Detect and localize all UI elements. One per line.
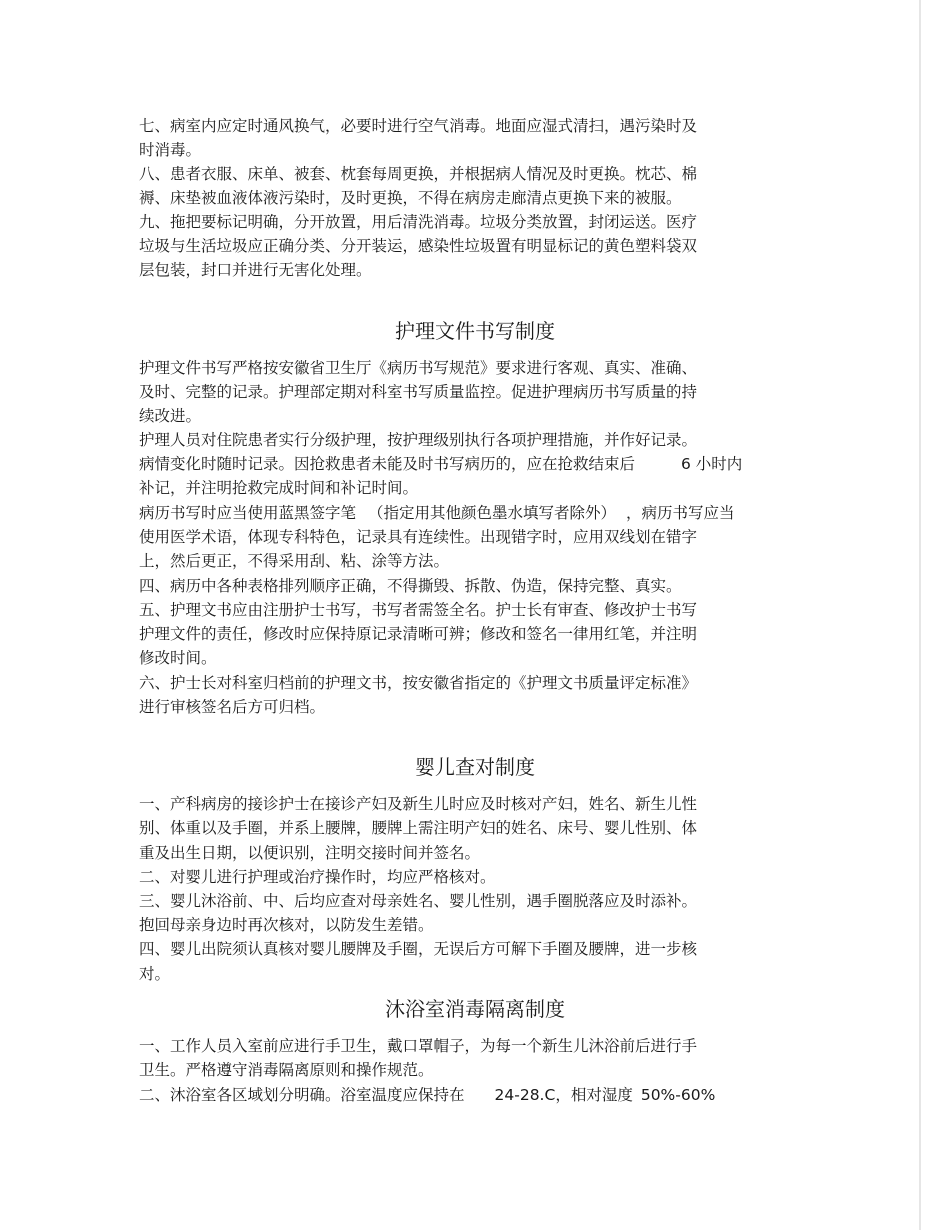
paragraph-line: 卫生。严格遵守消毒隔离原则和操作规范。 <box>139 1061 434 1079</box>
paragraph-line: 护理人员对住院患者实行分级护理，按护理级别执行各项护理措施，并作好记录。 <box>139 431 698 449</box>
paragraph-text: 6 小时内 <box>681 455 743 473</box>
paragraph-line: 时消毒。 <box>139 141 202 159</box>
paragraph-text: （指定用其他颜色墨水填写者除外） <box>368 504 617 522</box>
paragraph-line <box>139 503 735 523</box>
paragraph-line: 护理文件的责任，修改时应保持原记录清晰可辨；修改和签名一律用红笔，并注明 <box>139 625 698 643</box>
paragraph-line: 七、病室内应定时通风换气，必要时进行空气消毒。地面应湿式清扫，遇污染时及 <box>139 117 698 135</box>
paragraph-line: 续改进。 <box>139 407 202 425</box>
paragraph-line: 重及出生日期，以便识别，注明交接时间并签名。 <box>139 844 481 862</box>
paragraph-line: 垃圾与生活垃圾应正确分类、分开装运，感染性垃圾置有明显标记的黄色塑料袋双 <box>139 237 698 255</box>
section-title-infant: 婴儿查对制度 <box>415 755 535 779</box>
paragraph-line: 抱回母亲身边时再次核对，以防发生差错。 <box>139 916 434 934</box>
paragraph-line: 三、婴儿沐浴前、中、后均应查对母亲姓名、婴儿性别，遇手圈脱落应及时添补。 <box>139 892 698 910</box>
paragraph-line: 上，然后更正，不得采用刮、粘、涂等方法。 <box>139 552 450 570</box>
paragraph-line: 一、工作人员入室前应进行手卫生，戴口罩帽子，为每一个新生儿沐浴前后进行手 <box>139 1037 698 1055</box>
paragraph-line: 补记，并注明抢救完成时间和补记时间。 <box>139 479 419 497</box>
paragraph-text: 病情变化时随时记录。因抢救患者未能及时书写病历的，应在抢救结束后 <box>139 455 636 473</box>
paragraph-line <box>139 454 742 474</box>
paragraph-line <box>139 1085 715 1105</box>
page-edge <box>919 0 921 1230</box>
paragraph-line: 四、病历中各种表格排列顺序正确，不得撕毁、拆散、伪造，保持完整、真实。 <box>139 577 682 595</box>
paragraph-line: 修改时间。 <box>139 649 217 667</box>
paragraph-line: 及时、完整的记录。护理部定期对科室书写质量监控。促进护理病历书写质量的持 <box>139 383 698 401</box>
paragraph-text: 24-28.C <box>494 1086 556 1104</box>
paragraph-line: 五、护理文书应由注册护士书写，书写者需签全名。护士长有审查、修改护士书写 <box>139 601 698 619</box>
section-title-nursing-docs: 护理文件书写制度 <box>395 319 555 343</box>
paragraph-line: 使用医学术语，体现专科特色，记录具有连续性。出现错字时，应用双线划在错字 <box>139 528 698 546</box>
paragraph-line: 层包装，封口并进行无害化处理。 <box>139 261 372 279</box>
paragraph-line: 对。 <box>139 965 171 983</box>
paragraph-text: 50%-60% <box>640 1086 716 1104</box>
section-title-bath: 沐浴室消毒隔离制度 <box>385 997 565 1021</box>
paragraph-line: 褥、床垫被血液体液污染时，及时更换，不得在病房走廊清点更换下来的被服。 <box>139 189 682 207</box>
paragraph-line: 八、患者衣服、床单、被套、枕套每周更换，并根据病人情况及时更换。枕芯、棉 <box>139 165 698 183</box>
paragraph-line: 六、护士长对科室归档前的护理文书，按安徽省指定的《护理文书质量评定标准》 <box>139 674 698 692</box>
paragraph-text: ，病历书写应当 <box>626 504 735 522</box>
paragraph-line: 四、婴儿出院须认真核对婴儿腰牌及手圈，无误后方可解下手圈及腰牌，进一步核 <box>139 940 698 958</box>
paragraph-line: 二、对婴儿进行护理或治疗操作时，均应严格核对。 <box>139 868 496 886</box>
paragraph-text: ，相对湿度 <box>555 1086 633 1104</box>
paragraph-line: 进行审核签名后方可归档。 <box>139 698 326 716</box>
paragraph-text: 病历书写时应当使用蓝黑签字笔 <box>139 504 357 522</box>
paragraph-line: 一、产科病房的接诊护士在接诊产妇及新生儿时应及时核对产妇，姓名、新生儿性 <box>139 795 698 813</box>
paragraph-text: 二、沐浴室各区域划分明确。浴室温度应保持在 <box>139 1086 465 1104</box>
paragraph-line: 九、拖把要标记明确，分开放置，用后清洗消毒。垃圾分类放置，封闭运送。医疗 <box>139 213 698 231</box>
paragraph-line: 别、体重以及手圈，并系上腰牌，腰牌上需注明产妇的姓名、床号、婴儿性别、体 <box>139 819 698 837</box>
paragraph-line: 护理文件书写严格按安徽省卫生厅《病历书写规范》要求进行客观、真实、准确、 <box>139 359 698 377</box>
